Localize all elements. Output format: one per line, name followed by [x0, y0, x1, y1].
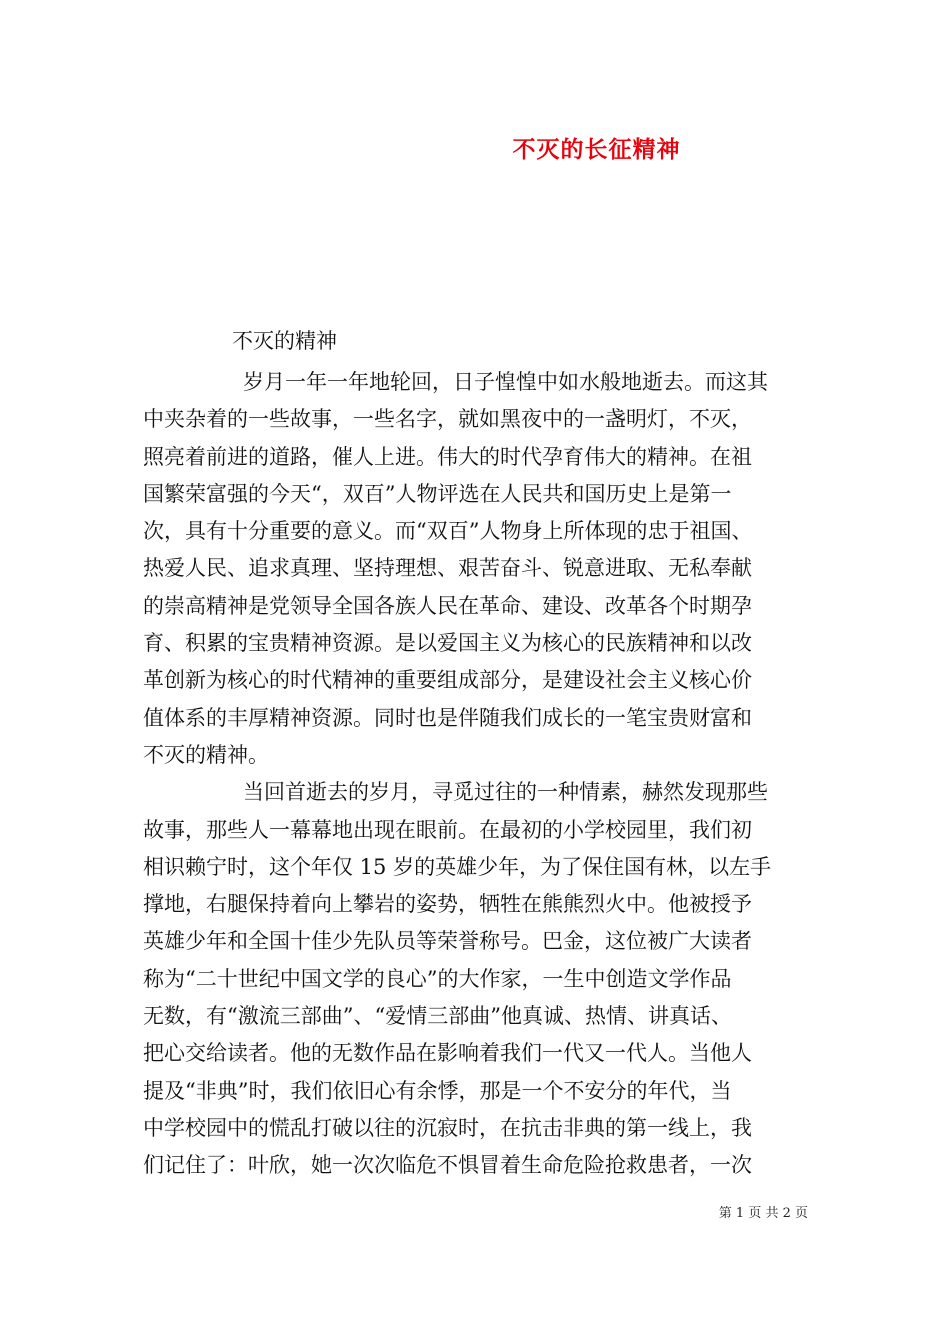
- page-number-footer: 第 1 页 共 2 页: [718, 1206, 808, 1221]
- text-line: 岁月一年一年地轮回，日子惶惶中如水般地逝去。而这其: [243, 370, 768, 394]
- text-line: 国繁荣富强的今天“，双百”人物评选在人民共和国历史上是第一: [143, 481, 732, 506]
- text-line: 称为“二十世纪中国文学的良心”的大作家，一生中创造文学作品: [143, 966, 732, 991]
- paragraph: [143, 364, 833, 774]
- text-line: 育、积累的宝贵精神资源。是以爱国主义为核心的民族精神和以改: [143, 631, 752, 656]
- text-line: 次，具有十分重要的意义。而“双百”人物身上所体现的忠于祖国、: [143, 519, 753, 544]
- text-line: 照亮着前进的道路，催人上进。伟大的时代孕育伟大的精神。在祖: [143, 444, 752, 469]
- text-line: 故事，那些人一幕幕地出现在眼前。在最初的小学校园里，我们初: [143, 817, 752, 842]
- text-line: 无数，有“激流三部曲”、“爱情三部曲”他真诚、热情、讲真话、: [143, 1004, 732, 1029]
- text-line: 的崇高精神是党领导全国各族人民在革命、建设、改革各个时期孕: [143, 593, 752, 618]
- text-line: 英雄少年和全国十佳少先队员等荣誉称号。巴金，这位被广大读者: [143, 929, 752, 954]
- text-line: 提及“非典”时，我们依旧心有余悸，那是一个不安分的年代，当: [143, 1078, 732, 1103]
- subheading: 不灭的精神: [232, 329, 337, 353]
- text-line: 中夹杂着的一些故事，一些名字，就如黑夜中的一盏明灯，不灭，: [143, 407, 752, 432]
- paragraph: [143, 774, 833, 1184]
- text-line: 值体系的丰厚精神资源。同时也是伴随我们成长的一笔宝贵财富和: [143, 705, 752, 730]
- text-line: 撑地，右腿保持着向上攀岩的姿势，牺牲在熊熊烈火中。他被授予: [143, 892, 752, 917]
- text-line: 相识赖宁时，这个年仅 15 岁的英雄少年，为了保住国有林，以左手: [143, 854, 772, 879]
- text-line: 不灭的精神。: [143, 742, 269, 767]
- text-line: 当回首逝去的岁月，寻觅过往的一种情素，赫然发现那些: [243, 780, 768, 805]
- text-line: 中学校园中的慌乱打破以往的沉寂时，在抗击非典的第一线上，我: [143, 1115, 752, 1140]
- text-line: 把心交给读者。他的无数作品在影响着我们一代又一代人。当他人: [143, 1041, 752, 1066]
- text-line: 革创新为核心的时代精神的重要组成部分，是建设社会主义核心价: [143, 668, 752, 693]
- document-title: 不灭的长征精神: [512, 137, 681, 163]
- text-line: 热爱人民、追求真理、坚持理想、艰苦奋斗、锐意进取、无私奉献: [143, 556, 752, 581]
- body-text: [143, 364, 833, 1185]
- text-line: 们记住了：叶欣，她一次次临危不惧冒着生命危险抢救患者，一次: [143, 1153, 752, 1178]
